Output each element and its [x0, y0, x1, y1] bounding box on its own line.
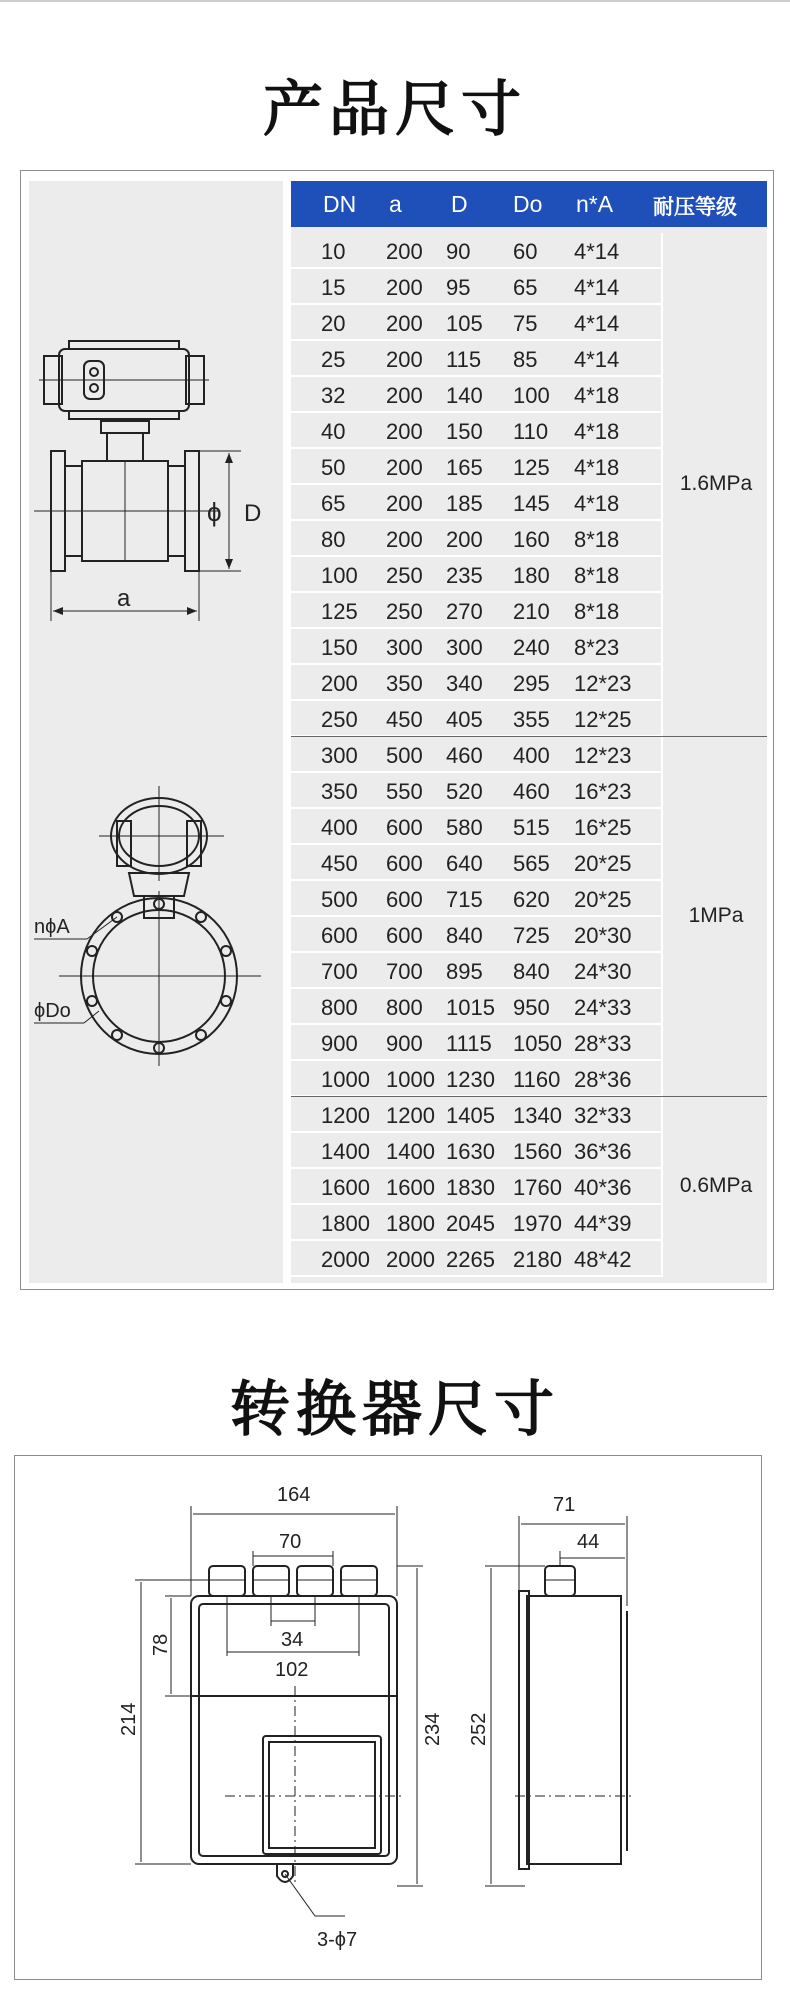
table-cell: 140: [446, 383, 483, 408]
table-cell: 450: [386, 707, 423, 732]
table-cell: 1050: [513, 1031, 562, 1056]
table-row: [291, 917, 661, 953]
table-cell: 1340: [513, 1103, 562, 1128]
table-cell: 460: [513, 779, 550, 804]
table-cell: 185: [446, 491, 483, 516]
table-row: [291, 521, 661, 557]
table-cell: 20*25: [574, 887, 632, 912]
table-cell: 515: [513, 815, 550, 840]
dim-164: 164: [277, 1484, 311, 1506]
table-cell: 4*14: [574, 347, 620, 372]
table-cell: 840: [513, 959, 550, 984]
table-cell: 16*25: [574, 815, 632, 840]
table-row: [291, 953, 661, 989]
table-cell: 600: [321, 923, 358, 948]
table-cell: 295: [513, 671, 550, 696]
table-cell: 350: [386, 671, 423, 696]
header-pressure: 耐压等级: [653, 195, 737, 219]
table-cell: 8*18: [574, 563, 620, 588]
table-cell: 565: [513, 851, 550, 876]
table-cell: 2180: [513, 1247, 562, 1272]
table-cell: 44*39: [574, 1211, 632, 1236]
table-row: [291, 1025, 661, 1061]
table-cell: 12*23: [574, 743, 632, 768]
table-cell: 400: [513, 743, 550, 768]
table-cell: 200: [446, 527, 483, 552]
table-cell: 95: [446, 275, 471, 300]
table-cell: 4*18: [574, 455, 620, 480]
table-cell: 1115: [446, 1031, 492, 1056]
table-cell: 235: [446, 563, 483, 588]
table-cell: 4*18: [574, 491, 620, 516]
table-cell: 1800: [386, 1211, 435, 1236]
table-cell: 800: [321, 995, 358, 1020]
table-cell: 600: [386, 851, 423, 876]
table-row: [291, 629, 661, 665]
table-cell: 580: [446, 815, 483, 840]
table-cell: 60: [513, 239, 538, 264]
dim-234: 234: [422, 1712, 444, 1746]
table-row: [291, 1061, 661, 1097]
table-cell: 105: [446, 311, 483, 336]
table-cell: 250: [386, 563, 423, 588]
table-row: [291, 377, 661, 413]
table-cell: 200: [386, 383, 423, 408]
table-cell: 300: [446, 635, 483, 660]
table-cell: 145: [513, 491, 550, 516]
table-cell: 200: [321, 671, 358, 696]
table-cell: 840: [446, 923, 483, 948]
table-row: [291, 413, 661, 449]
table-cell: 24*30: [574, 959, 632, 984]
table-cell: 32: [321, 383, 346, 408]
dim-34: 34: [281, 1629, 304, 1651]
table-cell: 1230: [446, 1067, 495, 1092]
table-cell: 115: [446, 347, 482, 372]
table-cell: 125: [321, 599, 358, 624]
dimension-table: [291, 181, 767, 1283]
table-cell: 1800: [321, 1211, 370, 1236]
label-D: D: [244, 500, 262, 527]
table-cell: 28*33: [574, 1031, 632, 1056]
table-cell: 700: [321, 959, 358, 984]
header-d: D: [451, 191, 468, 217]
table-cell: 1560: [513, 1139, 562, 1164]
table-cell: 1600: [321, 1175, 370, 1200]
table-cell: 500: [386, 743, 423, 768]
table-row: [291, 305, 661, 341]
table-cell: 24*33: [574, 995, 632, 1020]
header-dn: DN: [323, 191, 357, 217]
table-row: [291, 593, 661, 629]
table-row: [291, 773, 661, 809]
table-cell: 300: [321, 743, 358, 768]
pressure-group: [661, 233, 767, 737]
table-cell: 20: [321, 311, 346, 336]
table-cell: 65: [321, 491, 346, 516]
flowmeter-drawing: [29, 181, 283, 1283]
table-cell: 12*25: [574, 707, 632, 732]
table-cell: 600: [386, 923, 423, 948]
table-cell: 1760: [513, 1175, 562, 1200]
table-cell: 4*14: [574, 275, 620, 300]
table-cell: 250: [321, 707, 358, 732]
pressure-label: 0.6MPa: [679, 1174, 753, 1197]
table-cell: 1630: [446, 1139, 495, 1164]
table-row: [291, 485, 661, 521]
table-cell: 405: [446, 707, 483, 732]
table-row: [291, 665, 661, 701]
table-cell: 1200: [386, 1103, 435, 1128]
table-row: [291, 881, 661, 917]
label-phi: ϕ: [207, 497, 222, 527]
table-cell: 800: [386, 995, 423, 1020]
table-cell: 200: [386, 491, 423, 516]
table-cell: 1830: [446, 1175, 495, 1200]
table-cell: 80: [321, 527, 346, 552]
table-row: [291, 557, 661, 593]
table-cell: 620: [513, 887, 550, 912]
table-cell: 12*23: [574, 671, 632, 696]
converter-dimensions-title: 转换器尺寸: [230, 1375, 560, 1445]
converter-drawing: [15, 1456, 763, 1981]
table-cell: 8*18: [574, 599, 620, 624]
table-cell: 150: [446, 419, 483, 444]
table-cell: 65: [513, 275, 538, 300]
table-row: [291, 1241, 661, 1277]
table-cell: 165: [446, 455, 483, 480]
sensor-drawing-area: [29, 181, 283, 1283]
table-cell: 32*33: [574, 1103, 632, 1128]
pressure-group: [661, 1097, 767, 1277]
table-cell: 450: [321, 851, 358, 876]
table-cell: 1405: [446, 1103, 495, 1128]
table-cell: 1400: [321, 1139, 370, 1164]
table-cell: 355: [513, 707, 550, 732]
table-cell: 200: [386, 455, 423, 480]
table-cell: 200: [386, 275, 423, 300]
header-do: Do: [513, 191, 543, 217]
table-cell: 300: [386, 635, 423, 660]
dim-252: 252: [468, 1712, 490, 1746]
table-cell: 600: [386, 815, 423, 840]
table-cell: 160: [513, 527, 550, 552]
table-cell: 900: [321, 1031, 358, 1056]
table-cell: 550: [386, 779, 423, 804]
table-cell: 950: [513, 995, 550, 1020]
table-header: [291, 181, 767, 227]
table-cell: 200: [386, 347, 423, 372]
table-cell: 725: [513, 923, 550, 948]
label-phiDo: ϕDo: [34, 1000, 71, 1022]
table-cell: 150: [321, 635, 358, 660]
top-divider: [0, 0, 790, 2]
header-a: a: [389, 191, 402, 217]
table-cell: 75: [513, 311, 538, 336]
table-cell: 2000: [386, 1247, 435, 1272]
table-row: [291, 1205, 661, 1241]
table-cell: 10: [321, 239, 346, 264]
table-cell: 90: [446, 239, 471, 264]
table-row: [291, 341, 661, 377]
table-cell: 125: [513, 455, 550, 480]
table-cell: 900: [386, 1031, 423, 1056]
table-cell: 715: [446, 887, 483, 912]
table-cell: 1000: [321, 1067, 370, 1092]
table-row: [291, 233, 661, 269]
table-cell: 1970: [513, 1211, 562, 1236]
table-cell: 8*23: [574, 635, 620, 660]
table-cell: 400: [321, 815, 358, 840]
pressure-group: [661, 737, 767, 1097]
table-row: [291, 701, 661, 737]
table-cell: 200: [386, 527, 423, 552]
dim-70: 70: [279, 1531, 302, 1553]
table-cell: 8*18: [574, 527, 620, 552]
table-cell: 36*36: [574, 1139, 632, 1164]
table-row: [291, 1097, 661, 1133]
table-cell: 340: [446, 671, 483, 696]
dim-78: 78: [150, 1633, 172, 1656]
table-row: [291, 737, 661, 773]
table-row: [291, 845, 661, 881]
product-dimensions-title: 产品尺寸: [263, 75, 527, 145]
table-cell: 895: [446, 959, 483, 984]
table-cell: 4*14: [574, 239, 620, 264]
table-cell: 640: [446, 851, 483, 876]
dim-71: 71: [553, 1494, 576, 1516]
label-a: a: [117, 585, 131, 612]
table-cell: 28*36: [574, 1067, 632, 1092]
table-row: [291, 269, 661, 305]
table-cell: 270: [446, 599, 483, 624]
table-cell: 1015: [446, 995, 495, 1020]
dim-102: 102: [275, 1659, 309, 1681]
header-na: n*A: [576, 191, 614, 217]
table-cell: 20*30: [574, 923, 632, 948]
dim-44: 44: [577, 1531, 600, 1553]
table-row: [291, 1169, 661, 1205]
dim-hole: 3-ϕ7: [317, 1929, 358, 1951]
dim-214: 214: [118, 1702, 140, 1736]
table-cell: 50: [321, 455, 346, 480]
table-row: [291, 449, 661, 485]
table-cell: 250: [386, 599, 423, 624]
table-cell: 2045: [446, 1211, 495, 1236]
table-cell: 1000: [386, 1067, 435, 1092]
table-cell: 520: [446, 779, 483, 804]
table-cell: 4*18: [574, 419, 620, 444]
table-row: [291, 989, 661, 1025]
table-cell: 600: [386, 887, 423, 912]
table-row: [291, 809, 661, 845]
table-cell: 85: [513, 347, 538, 372]
table-cell: 40: [321, 419, 346, 444]
table-cell: 48*42: [574, 1247, 632, 1272]
pressure-label: 1.6MPa: [679, 472, 753, 495]
table-cell: 1400: [386, 1139, 435, 1164]
table-cell: 500: [321, 887, 358, 912]
table-cell: 100: [321, 563, 358, 588]
table-cell: 110: [513, 419, 549, 444]
table-cell: 200: [386, 239, 423, 264]
table-cell: 2265: [446, 1247, 495, 1272]
table-cell: 210: [513, 599, 550, 624]
table-cell: 16*23: [574, 779, 632, 804]
table-cell: 1200: [321, 1103, 370, 1128]
table-cell: 4*14: [574, 311, 620, 336]
table-cell: 20*25: [574, 851, 632, 876]
table-cell: 40*36: [574, 1175, 632, 1200]
table-body: [291, 233, 661, 1277]
table-row: [291, 1133, 661, 1169]
pressure-label: 1MPa: [688, 904, 744, 927]
converter-dimensions-panel: [14, 1455, 762, 1980]
table-cell: 25: [321, 347, 346, 372]
table-cell: 15: [321, 275, 346, 300]
table-cell: 460: [446, 743, 483, 768]
table-cell: 100: [513, 383, 550, 408]
table-cell: 1160: [513, 1067, 561, 1092]
table-cell: 200: [386, 311, 423, 336]
table-cell: 200: [386, 419, 423, 444]
table-cell: 1600: [386, 1175, 435, 1200]
table-cell: 180: [513, 563, 550, 588]
table-cell: 700: [386, 959, 423, 984]
table-cell: 350: [321, 779, 358, 804]
product-dimensions-panel: [20, 170, 774, 1290]
table-cell: 2000: [321, 1247, 370, 1272]
table-cell: 4*18: [574, 383, 620, 408]
table-cell: 240: [513, 635, 550, 660]
label-nphiA: nϕA: [34, 916, 70, 938]
